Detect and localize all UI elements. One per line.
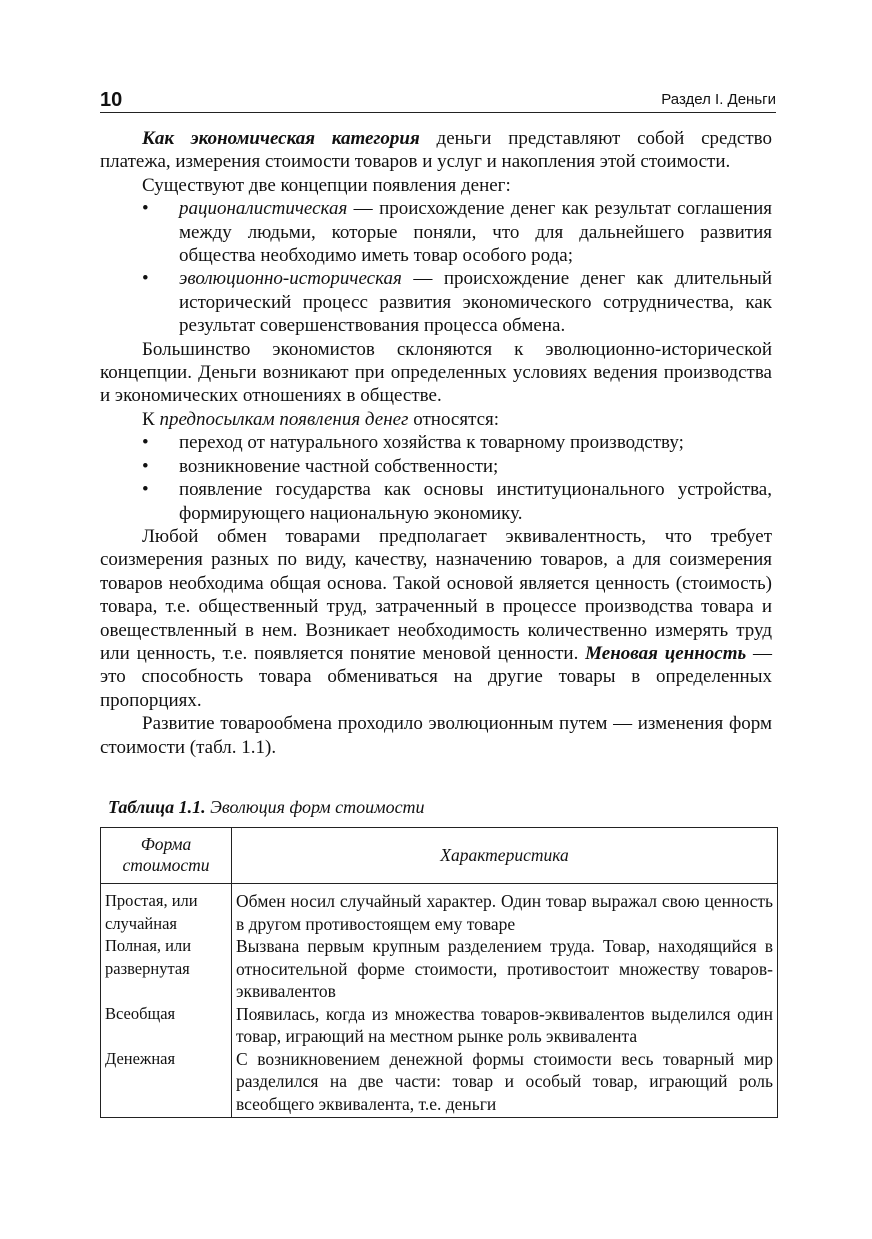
table-title: Эволюция форм стоимости — [210, 797, 425, 817]
paragraph-majority: Большинство экономистов склоняются к эволюционно-исторической концепции. Деньги возникают при определенных условиях ведения производства и экономических отношениях в обществе. — [100, 338, 772, 407]
description-cell: Обмен носил случайный характер. Один товар выражал свою ценность в другом противостоящем ему товаре — [232, 884, 778, 936]
header-characteristic: Характеристика — [232, 828, 778, 884]
table-number: Таблица 1.1. — [108, 797, 206, 817]
table-header-row — [101, 828, 778, 884]
paragraph-exchange-value: Любой обмен товарами предполагает эквивалентность, что требует соизмерения разных по виду, качеству, назначению товаров, а для соизмерения товаров необходима общая основа. Такой основой является ценность (стоимость) товара, т.е. общественный труд, затраченный в процессе производства товара и овеществленный в нем. Возникает необходимость количественно измерять труд или ценность, т.е. появляется понятие меновой ценности. Меновая ценность — это способность товара обмениваться на другие товары в определенных пропорциях. — [100, 525, 773, 711]
form-cell: Денежная — [101, 1048, 232, 1118]
paragraph-money-definition: Как экономическая категория деньги представляют собой средство платежа, измерения стоимости товаров и услуг и накопления этой стоимости. — [100, 128, 772, 173]
table-caption — [108, 796, 425, 818]
form-cell: Всеобщая — [101, 1003, 232, 1048]
paragraph-evolution: Развитие товарообмена проходило эволюционным путем — изменения форм стоимости (табл. 1.1). — [100, 713, 772, 758]
paragraph-two-concepts: Существуют две концепции появления денег: — [142, 174, 511, 196]
term-rationalist: рационалистическая — [179, 198, 348, 220]
table-row — [101, 935, 778, 1003]
list-item: • возникновение частной собственности; — [100, 455, 772, 478]
page-header — [100, 88, 776, 113]
prerequisites-list — [100, 431, 772, 525]
list-item: • эволюционно-историческая — происхождение денег как длительный исторический процесс развития экономического сотрудничества, как результат совершенствования процесса обмена. — [100, 267, 772, 337]
description-cell: Появилась, когда из множества товаров-эквивалентов выделился один товар, играющий на местном рынке роль эквивалента — [232, 1003, 778, 1048]
table-row — [101, 884, 778, 936]
term-exchange-value: Меновая ценность — [585, 642, 747, 664]
paragraph-prerequisites: К предпосылкам появления денег относятся: — [142, 408, 500, 430]
form-cell: Простая, или случайная — [101, 884, 232, 936]
list-item: • появление государства как основы институционального устройства, формирующего национальную экономику. — [100, 478, 772, 525]
term-prerequisites: предпосылкам появления денег — [159, 408, 409, 430]
concepts-list — [100, 197, 772, 337]
value-forms-table — [100, 827, 778, 1118]
running-head: Раздел I. Деньги — [661, 91, 776, 108]
description-cell: С возникновением денежной формы стоимости весь товарный мир разделился на две части: товар и особый товар, играющий роль всеобщего эквивалента, т.е. деньги — [232, 1048, 778, 1118]
term-evolutionary: эволюционно-историческая — [179, 268, 402, 290]
list-item: • переход от натурального хозяйства к товарному производству; — [100, 431, 772, 454]
header-form: Форма стоимости — [101, 828, 232, 884]
table-row — [101, 1048, 778, 1118]
table-row — [101, 1003, 778, 1048]
page-number: 10 — [100, 89, 123, 111]
term-economic-category: Как экономическая категория — [142, 128, 420, 149]
form-cell: Полная, или развернутая — [101, 935, 232, 1003]
body-text — [100, 127, 772, 759]
list-item: • рационалистическая — происхождение денег как результат соглашения между людьми, которые поняли, что для дальнейшего развития общества необходимо иметь товар особого рода; — [100, 197, 772, 267]
description-cell: Вызвана первым крупным разделением труда. Товар, находящийся в относительной форме стоимости, противостоит множеству товаров-эквивалентов — [232, 935, 778, 1003]
